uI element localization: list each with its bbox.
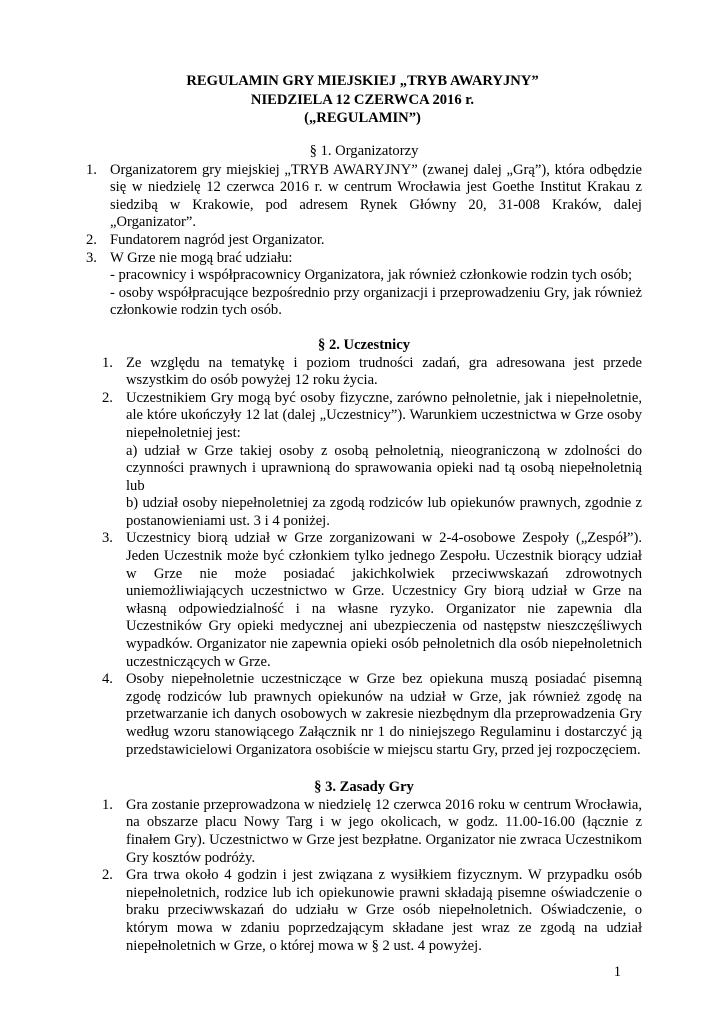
sub-paragraph: - osoby współpracujące bezpośrednio przy organizacji i przeprowadzeniu Gry, jak również członkowie rodzin tych osób. [110, 284, 642, 319]
item-text: Gra trwa około 4 godzin i jest związana z wysiłkiem fizycznym. W przypadku osób niepełnoletnich, rodzice lub ich opiekunowie prawni składają pisemne oświadczenie o braku przeciwwskazań do udziału w Grze osób niepełnoletnich. Oświadczenie, o którym mowa w zdaniu poprzedzającym składane jest wraz ze zgodą na udział niepełnoletnich w Grze, o której mowa w § 2 ust. 4 powyżej. [126, 867, 642, 954]
document-body [86, 143, 642, 955]
section-list [86, 162, 642, 320]
sub-paragraph: b) udział osoby niepełnoletniej za zgodą rodziców lub opiekunów prawnych, zgodnie z postanowieniami ust. 3 i 4 poniżej. [126, 495, 642, 529]
section-list [86, 797, 642, 955]
item-text: Uczestnikiem Gry mogą być osoby fizyczne, zarówno pełnoletnie, jak i niepełnoletnie, ale które ukończyły 12 lat (dalej „Uczestnicy”). Warunkiem uczestnictwa w Grze osoby niepełnoletniej jest: [126, 389, 642, 441]
list-item [86, 355, 642, 390]
item-number: 1. [102, 796, 113, 813]
section-list [86, 355, 642, 760]
list-item [86, 530, 642, 671]
title-line-2: NIEDZIELA 12 CZERWCA 2016 r. [250, 91, 475, 108]
section-heading: § 1. Organizatorzy [309, 143, 419, 159]
section-organizers [86, 143, 642, 320]
section-heading: § 3. Zasady Gry [314, 779, 414, 796]
item-number: 1. [86, 161, 97, 178]
item-number: 2. [102, 389, 113, 406]
item-number: 1. [102, 354, 113, 371]
item-number: 4. [102, 671, 113, 688]
document-title [0, 72, 725, 128]
item-number: 2. [86, 231, 97, 248]
item-text: Organizatorem gry miejskiej „TRYB AWARYJNY” (zwanej dalej „Grą”), która odbędzie się w niedzielę 12 czerwca 2016 r. w centrum Wrocławia jest Goethe Institut Krakau z siedzibą w Krakowie, pod adresem Rynek Główny 20, 31-008 Kraków, dalej „Organizator”. [110, 161, 642, 231]
item-number: 3. [86, 249, 97, 266]
page-number: 1 [613, 964, 621, 980]
item-text: Osoby niepełnoletnie uczestniczące w Grze bez opiekuna muszą posiadać pisemną zgodę rodziców lub prawnych opiekunów na udział w Grze, jak również zgodę na przetwarzanie ich danych osobowych w zakresie niezbędnym dla przeprowadzenia Gry według wzoru stanowiącego Załącznik nr 1 do niniejszego Regulaminu i dostarczyć ją przedstawicielowi Organizatora osobiście w miejscu startu Gry, przed jej rozpoczęciem. [126, 671, 642, 758]
item-text: Gra zostanie przeprowadzona w niedzielę 12 czerwca 2016 roku w centrum Wrocławia, na obszarze placu Nowy Targ i w jego okolicach, w godz. 11.00-16.00 (łącznie z finałem Gry). Uczestnictwo w Grze jest bezpłatne. Organizator nie zwraca Uczestnikom Gry kosztów podróży. [126, 796, 642, 866]
list-item [86, 797, 642, 867]
list-item [86, 671, 642, 759]
list-item [86, 162, 642, 232]
list-item [86, 250, 642, 320]
item-number: 2. [102, 867, 113, 884]
list-item [86, 232, 642, 250]
item-text: Fundatorem nagród jest Organizator. [110, 231, 325, 248]
list-item [86, 390, 642, 531]
item-text: W Grze nie mogą brać udziału: [110, 249, 293, 266]
section-game-rules [86, 779, 642, 955]
title-line-3: („REGULAMIN”) [304, 110, 421, 126]
section-heading: § 2. Uczestnicy [318, 336, 410, 353]
sub-paragraph: - pracownicy i współpracownicy Organizatora, jak również członkowie rodzin tych osób; [110, 267, 633, 284]
sub-paragraph: a) udział w Grze takiej osoby z osobą pełnoletnią, nieograniczoną w zdolności do czynności prawnych i uprawnioną do sprawowania opieki nad tą osobą niepełnoletnią lub [126, 442, 642, 494]
item-number: 3. [102, 530, 113, 547]
section-participants [86, 337, 642, 759]
item-text: Uczestnicy biorą udział w Grze zorganizowani w 2-4-osobowe Zespoły („Zespół”). Jeden Uczestnik może być członkiem tylko jednego Zespołu. Uczestnik biorący udział w Grze nie może posiadać jakichkolwiek przeciwwskazań zdrowotnych uniemożliwiających uczestnictwo w Grze. Uczestnicy Gry biorą udział w Grze na własną odpowiedzialność i na własne ryzyko. Organizator nie zapewnia dla Uczestników Gry opieki medycznej ani ubezpieczenia od następstw nieszczęśliwych wypadków. Organizator nie zapewnia opieki osób pełnoletnich dla osób niepełnoletnich uczestniczących w Grze. [126, 530, 642, 670]
title-line-1: REGULAMIN GRY MIEJSKIEJ „TRYB AWARYJNY” [186, 73, 539, 89]
item-text: Ze względu na tematykę i poziom trudności zadań, gra adresowana jest przede wszystkim do osób powyżej 12 roku życia. [126, 354, 642, 389]
list-item [86, 867, 642, 955]
